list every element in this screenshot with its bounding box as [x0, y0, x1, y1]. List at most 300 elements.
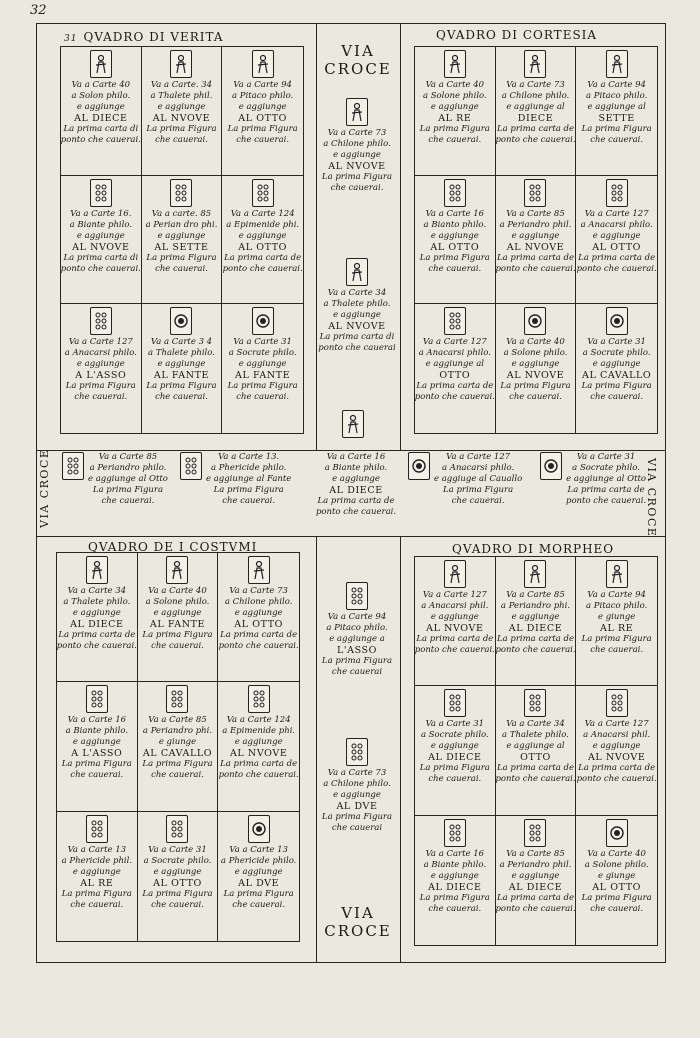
card-pips-icon	[524, 819, 546, 847]
entry-line-l6: ponto che cauerai.	[415, 392, 495, 403]
strip-entry-4	[408, 452, 522, 507]
entry-line-l4: A L'ASSO	[75, 370, 127, 382]
entry-line-l5: La prima Figura	[419, 763, 490, 774]
entry-line-l3: e aggiunge	[238, 102, 287, 112]
entry-line-l1: Va a Carte 16.	[70, 208, 132, 219]
entry-line-l6: che cauerai.	[428, 903, 482, 914]
entry-line-l6: ponto che cauerai.	[315, 507, 397, 517]
entry-line-l5: La prima carta de	[220, 630, 298, 640]
entry-line-l6: che cauerai.	[74, 392, 128, 403]
entry-line-l1: Va a Carte 85	[506, 848, 565, 859]
table-cell	[218, 812, 299, 941]
entry-line-l5: La prima Figura	[321, 812, 393, 822]
table-cell	[222, 176, 303, 305]
entry-line-l3: e aggiunge	[511, 230, 560, 241]
entry-line-l3: e giunge	[598, 612, 636, 622]
card-coin-icon	[408, 452, 430, 480]
table-cell	[496, 304, 577, 433]
entry-line-l4: OTTO	[439, 370, 471, 382]
center-column-bottom	[318, 904, 398, 940]
card-pips-icon	[444, 819, 466, 847]
card-pips-icon	[606, 689, 628, 717]
table-cell	[415, 686, 496, 815]
center-entry-top-2	[314, 258, 400, 354]
entry-line-l2: a Socrate philo.	[582, 348, 651, 359]
entry-line-l3: e aggiunge	[72, 866, 121, 877]
entry-line-l4: AL RE	[438, 113, 472, 124]
entry-line-l3: e aggiunge	[238, 230, 287, 241]
entry-line-l4: OTTO	[520, 752, 551, 764]
entry-line-l5: La prima Figura	[581, 381, 652, 392]
table-cell	[138, 812, 219, 941]
entry-line-l3: e aggiunge	[72, 737, 121, 748]
entry-line-l2: a Anacarsi philo.	[418, 348, 491, 359]
table-cell	[576, 47, 657, 176]
entry-line-l6: ponto che cauerai.	[576, 774, 657, 785]
entry-line-l4: AL NVOVE	[72, 241, 130, 253]
entry-line-l3: e aggiunge	[430, 230, 479, 241]
divider-upper-right	[400, 23, 401, 450]
entry-line-l2: a Biante philo.	[69, 219, 133, 230]
entry-line-l3: e aggiunge	[72, 608, 121, 618]
card-pips-icon	[444, 179, 466, 207]
entry-line-l3: e aggiunge	[76, 102, 125, 112]
entry-line-l4: L'ASSO	[336, 645, 378, 656]
card-pips-icon	[346, 582, 368, 610]
entry-line-l4: SETTE	[598, 113, 635, 124]
entry-line-l6: ponto che cauerai	[318, 343, 396, 353]
entry-line-l6: ponto che cauerai.	[495, 645, 576, 655]
entry-line-l3: e aggiunge	[76, 359, 125, 370]
card-coin-icon	[606, 819, 628, 847]
quadrant-title-costumi: QVADRO DE I COSTVMI	[88, 540, 258, 554]
entry-line-l5: La prima Figura	[146, 252, 217, 263]
entry-line-l3: e aggiunge	[157, 359, 206, 370]
entry-line-l3: e giunge	[598, 870, 636, 881]
entry-line-l2: a Socrate philo.	[420, 730, 489, 741]
entry-line-l1: Va a Carte 127	[68, 337, 133, 348]
table-cell	[142, 304, 223, 433]
entry-line-l2: a Chilone philo.	[323, 779, 391, 789]
entry-line-l4: AL OTTO	[238, 241, 288, 253]
card-pips-icon	[62, 452, 84, 480]
entry-line-l1: Va a Carte 127	[584, 719, 649, 730]
entry-line-l1: Va a Carte 34	[506, 719, 565, 730]
center-entry-bottom-1	[314, 582, 400, 678]
via-croce-right: VIA CROCE	[645, 458, 658, 538]
entry-line-l4: AL DVE	[336, 801, 378, 812]
entry-line-l2: a Anacarsi philo.	[64, 348, 137, 359]
entry-line-l5: La prima Figura	[419, 892, 490, 903]
table-cell	[222, 47, 303, 176]
entry-line-l3: e aggiunge al Fante	[206, 474, 292, 484]
entry-line-l5: La prima Figura	[146, 381, 217, 392]
entry-line-l5: La prima carta de	[496, 124, 574, 134]
entry-line-l2: a Chilone philo.	[501, 91, 570, 101]
entry-line-l4: AL DIECE	[508, 881, 563, 893]
entry-line-l5: La prima Figura	[443, 485, 514, 495]
entry-line-l5: La prima carta de	[220, 759, 298, 770]
entry-line-l6: ponto che cauerai.	[495, 263, 576, 274]
quadrant-grid-costumi	[56, 552, 300, 942]
entry-line-l6: ponto che cauerai.	[495, 903, 576, 914]
entry-line-l1: Va a Carte 34	[67, 586, 127, 596]
entry-line-l5: La prima carta de	[578, 252, 656, 263]
entry-line-l4: AL CAVALLO	[142, 748, 213, 760]
entry-line-l5: La prima Figura	[65, 381, 136, 392]
entry-line-l4: AL NVOVE	[152, 113, 211, 124]
quadrant-title-morpheo: QVADRO DI MORPHEO	[452, 542, 615, 556]
entry-line-l2: a Thalete phil.	[150, 91, 213, 101]
entry-line-l1: Va a Carte 127	[422, 337, 487, 348]
card-pips-icon	[444, 307, 466, 335]
entry-line-l2: a Phericide philo.	[210, 463, 287, 473]
entry-line-l1: Va a Carte 73	[506, 80, 565, 90]
entry-line-l1: Va a Carte 40	[148, 586, 207, 596]
entry-line-l6: che cauerai.	[222, 496, 276, 506]
entry-line-l3: e aggiunge	[511, 359, 560, 370]
entry-line-l1: Va a Carte 127	[584, 208, 649, 219]
entry-line-l6: che cauerai.	[590, 903, 644, 914]
entry-line-l6: che cauerai.	[155, 135, 208, 145]
entry-line-l6: che cauerai.	[509, 392, 562, 403]
entry-line-l5: La prima carta de	[416, 634, 494, 644]
entry-line-l3: e aggiunge a	[329, 634, 385, 644]
entry-line-l1: Va a Carte 13.	[218, 452, 280, 462]
table-cell	[576, 304, 657, 433]
entry-line-l5: La prima Figura	[419, 124, 490, 134]
entry-line-l6: ponto che cauerai.	[566, 496, 647, 506]
strip-entry-5	[540, 452, 646, 507]
card-pips-icon	[90, 179, 112, 207]
entry-line-l5: La prima Figura	[227, 381, 298, 392]
entry-line-l2: a Solone philo.	[503, 348, 568, 359]
entry-line-l3: e aggiunge	[234, 608, 283, 618]
entry-line-l2: a Periandro philo.	[89, 463, 167, 473]
entry-line-l3: e aggiunge	[234, 866, 283, 877]
entry-line-l3: e aggiunge	[238, 359, 287, 370]
entry-line-l6: ponto che cauerai.	[495, 135, 576, 145]
card-pips-icon	[86, 815, 108, 843]
entry-line-l6: che cauerai.	[151, 641, 204, 651]
entry-line-l4: AL NVOVE	[229, 748, 288, 760]
entry-line-l5: La prima Figura	[92, 485, 164, 495]
card-pips-icon	[170, 179, 192, 207]
entry-line-l6: ponto che cauerai.	[61, 135, 141, 145]
entry-line-l1: Va a Carte 40	[506, 337, 565, 348]
entry-line-l2: a Socrate philo.	[143, 855, 212, 866]
card-pips-icon	[248, 685, 270, 713]
entry-line-l6: che cauerai.	[232, 899, 286, 910]
entry-line-l6: che cauerai.	[590, 135, 644, 145]
entry-line-l4: AL NVOVE	[506, 241, 565, 253]
entry-line-l1: Va a Carte 40	[71, 80, 131, 90]
entry-line-l2: a Anacarsi phil.	[421, 601, 489, 611]
entry-line-l1: Va a Carte 16	[326, 452, 386, 462]
entry-line-l6: che cauerai	[331, 667, 383, 677]
card-pips-icon	[166, 685, 188, 713]
entry-line-l1: Va a Carte 85	[148, 715, 207, 726]
card-coin-icon	[170, 307, 192, 335]
entry-line-l2: a Periandro phi.	[500, 601, 571, 611]
card-figure-icon	[444, 560, 466, 588]
entry-line-l6: che cauerai.	[151, 770, 204, 781]
table-cell	[218, 682, 299, 811]
table-cell	[142, 176, 223, 305]
entry-line-l1: Va a Carte 85	[506, 208, 565, 219]
entry-line-l6: che cauerai.	[70, 899, 124, 910]
entry-line-l6: ponto che cauerai.	[415, 645, 495, 655]
entry-line-l3: e aggiunge	[430, 741, 479, 752]
table-cell	[57, 553, 138, 682]
entry-line-l3: e aggiunge	[430, 102, 479, 112]
entry-line-l5: La prima carta di	[319, 332, 395, 342]
entry-line-l1: Va a Carte 31	[148, 844, 207, 855]
entry-line-l5: La prima Figura	[213, 485, 284, 495]
entry-line-l1: Va a Carte 31	[425, 719, 485, 730]
table-cell	[415, 176, 496, 305]
entry-line-l3: e aggiunge	[592, 359, 641, 370]
entry-line-l1: Va a Carte 13	[229, 844, 288, 855]
table-cell	[57, 812, 138, 941]
entry-line-l1: Va a Carte 94	[587, 80, 646, 90]
entry-line-l2: a Anacarsi phil.	[583, 730, 651, 741]
entry-line-l5: La prima carta de	[567, 485, 645, 495]
card-figure-icon	[90, 50, 112, 78]
entry-line-l5: La prima Figura	[227, 124, 298, 134]
entry-line-l4: AL DIECE	[74, 113, 128, 124]
entry-line-l3: e aggiunge	[332, 474, 380, 484]
entry-line-l5: La prima Figura	[142, 888, 213, 899]
card-figure-icon	[170, 50, 192, 78]
entry-line-l6: che cauerai.	[590, 392, 644, 403]
entry-line-l5: La prima carta de	[578, 763, 656, 774]
card-figure-icon	[606, 50, 628, 78]
divider-lower-right	[400, 536, 401, 963]
card-figure-icon	[444, 50, 466, 78]
card-pips-icon	[524, 179, 546, 207]
entry-line-l1: Va a Carte. 34	[150, 80, 213, 90]
entry-line-l4: AL FANTE	[153, 370, 210, 382]
entry-line-l2: a Pitaco philo.	[326, 623, 388, 633]
entry-line-l4: AL DVE	[238, 877, 280, 889]
entry-line-l2: a Pitaco philo.	[586, 601, 648, 611]
table-cell	[496, 557, 577, 686]
entry-line-l2: a Thalete philo.	[323, 299, 391, 309]
entry-line-l5: La prima carta de	[58, 630, 136, 640]
entry-line-l1: Va a Carte 31	[576, 452, 636, 462]
entry-line-l1: Va a Carte 31	[587, 337, 646, 348]
table-cell	[415, 816, 496, 945]
entry-line-l2: a Phericide phil.	[61, 855, 133, 866]
entry-line-l6: ponto che cauerai.	[495, 774, 576, 785]
entry-line-l3: e aggiunge	[76, 230, 125, 241]
card-pips-icon	[166, 815, 188, 843]
entry-line-l1: Va a Carte 94	[587, 590, 646, 600]
card-pips-icon	[252, 179, 274, 207]
card-figure-icon	[524, 560, 546, 588]
card-figure-icon	[346, 258, 368, 286]
entry-line-l5: La prima Figura	[419, 252, 490, 263]
entry-line-l4: AL DIECE	[70, 619, 124, 630]
entry-line-l3: e aggiunge	[430, 612, 479, 622]
entry-line-l2: a Chilone philo.	[224, 597, 293, 607]
table-cell	[496, 686, 577, 815]
table-cell	[415, 557, 496, 686]
center-entry-top-1	[314, 98, 400, 194]
divider-top-strip	[36, 450, 666, 451]
card-figure-icon	[524, 50, 546, 78]
entry-line-l2: a Epimenide phi.	[222, 726, 296, 737]
entry-line-l2: a Solon philo.	[71, 91, 131, 101]
entry-line-l1: Va a Carte 31	[233, 337, 292, 348]
entry-line-l1: Va a Carte 3 4	[150, 337, 213, 348]
entry-line-l1: Va a Carte 94	[233, 80, 292, 90]
entry-line-l3: e aggiunge al	[587, 102, 646, 112]
table-cell	[415, 47, 496, 176]
entry-line-l3: e aggiunge al	[506, 102, 565, 112]
card-pips-icon	[90, 307, 112, 335]
entry-line-l1: Va a Carte 34	[327, 288, 387, 298]
entry-line-l4: AL NVOVE	[587, 752, 646, 764]
table-cell	[576, 686, 657, 815]
via-croce-left: VIA CROCE	[38, 448, 51, 528]
entry-line-l1: Va a Carte 124	[230, 208, 295, 219]
entry-line-l4: AL CAVALLO	[581, 370, 652, 382]
entry-line-l2: a Pitaco philo.	[586, 91, 648, 101]
entry-line-l1: Va a Carte 85	[506, 590, 565, 600]
entry-line-l5: La prima Figura	[581, 892, 652, 903]
center-column-top	[318, 42, 398, 78]
card-coin-icon	[606, 307, 628, 335]
card-coin-icon	[524, 307, 546, 335]
strip-entry-3	[306, 452, 406, 518]
entry-line-l2: a Thalete philo.	[63, 597, 131, 607]
quadrant-title-verita: 31 QVADRO DI VERITA	[64, 30, 224, 44]
entry-line-l4: AL OTTO	[234, 619, 284, 630]
entry-line-l3: e aggiunge	[153, 608, 202, 618]
entry-line-l3: e aggiunge	[511, 612, 560, 622]
entry-line-l2: a Anacarsi philo.	[442, 463, 515, 473]
page-number: 32	[30, 3, 47, 18]
entry-line-l1: Va a Carte 16	[425, 848, 485, 859]
entry-line-l2: a Thalete philo.	[502, 730, 569, 741]
entry-line-l2: a Chilone philo.	[323, 139, 391, 149]
entry-line-l2: a Solone philo.	[145, 597, 210, 607]
entry-line-l1: Va a carte. 85	[151, 208, 212, 219]
entry-line-l3: e aggiunge	[333, 310, 381, 320]
entry-line-l3: e aggiunge	[511, 870, 560, 881]
entry-line-l1: Va a Carte 124	[226, 715, 291, 726]
entry-line-l2: a Socrate philo.	[228, 348, 297, 359]
entry-line-l4: AL FANTE	[149, 619, 206, 630]
strip-entry-2	[180, 452, 291, 507]
entry-line-l1: Va a Carte 13	[67, 844, 127, 855]
entry-line-l5: La prima Figura	[581, 124, 652, 134]
entry-line-l3: e aggiunge	[333, 790, 381, 800]
entry-line-l6: che cauerai.	[428, 774, 482, 785]
card-coin-icon	[252, 307, 274, 335]
entry-line-l4: AL NVOVE	[506, 370, 565, 382]
entry-line-l3: e aggiunge	[153, 866, 202, 877]
entry-line-l3: e aggiunge	[592, 230, 641, 241]
entry-line-l2: a Periandro phi.	[142, 726, 213, 737]
table-cell	[496, 176, 577, 305]
entry-line-l3: e aggiunge al	[506, 741, 565, 752]
entry-line-l6: ponto che cauerai.	[61, 263, 141, 274]
entry-line-l5: La prima carta di	[63, 252, 139, 263]
entry-line-l5: La prima carta de	[317, 496, 395, 506]
entry-line-l3: e aggiuge al Cauallo	[434, 474, 523, 484]
entry-line-l5: La prima carta de	[496, 634, 574, 644]
entry-line-l3: e aggiunge al	[425, 359, 484, 370]
card-figure-icon	[248, 556, 270, 584]
entry-line-l4: A L'ASSO	[71, 748, 123, 760]
entry-line-l4: AL DIECE	[508, 623, 563, 634]
entry-line-l6: ponto che cauerai.	[222, 263, 303, 274]
entry-line-l1: Va a Carte 73	[327, 768, 387, 778]
entry-line-l2: a Biante philo.	[423, 859, 487, 870]
card-pips-icon	[86, 685, 108, 713]
entry-line-l4: AL DIECE	[428, 881, 482, 893]
entry-line-l1: Va a Carte 73	[327, 128, 387, 138]
entry-line-l3: e giunge	[158, 737, 197, 748]
entry-line-l2: a Thalete philo.	[148, 348, 215, 359]
card-figure-icon	[346, 98, 368, 126]
entry-line-l1: Va a Carte 85	[98, 452, 158, 462]
entry-line-l4: AL OTTO	[238, 113, 288, 124]
divider-bottom-strip	[36, 536, 666, 537]
card-pips-icon	[180, 452, 202, 480]
entry-line-l5: La prima carta de	[416, 381, 494, 392]
entry-line-l6: che cauerai.	[101, 496, 155, 506]
card-figure-icon	[86, 556, 108, 584]
table-cell	[222, 304, 303, 433]
entry-line-l5: La prima carta de	[496, 252, 574, 263]
card-figure-icon	[166, 556, 188, 584]
entry-line-l5: La prima Figura	[146, 124, 217, 134]
table-cell	[138, 682, 219, 811]
table-cell	[142, 47, 223, 176]
entry-line-l2: a Socrate philo.	[572, 463, 640, 473]
entry-line-l2: a Solone philo.	[584, 859, 649, 870]
entry-line-l6: che cauerai.	[236, 392, 290, 403]
card-figure-icon	[342, 410, 364, 438]
entry-line-l2: a Biante philo.	[324, 463, 388, 473]
entry-line-l5: La prima Figura	[581, 634, 652, 644]
table-cell	[61, 304, 142, 433]
entry-line-l1: Va a Carte 40	[425, 80, 485, 90]
entry-line-l4: AL DIECE	[329, 485, 383, 496]
entry-line-l6: che cauerai.	[428, 263, 482, 274]
entry-line-l1: Va a Carte 94	[327, 612, 387, 622]
entry-line-l5: La prima carta de	[224, 252, 302, 263]
entry-line-l6: che cauerai	[331, 823, 383, 833]
entry-line-l5: La prima Figura	[142, 630, 213, 640]
entry-line-l2: a Bianto philo.	[423, 219, 487, 230]
entry-line-l5: La prima carta di	[63, 124, 139, 134]
entry-line-l2: a Epimenide phi.	[226, 219, 300, 230]
entry-line-l5: La prima carta de	[496, 763, 574, 774]
entry-line-l4: AL RE	[80, 877, 114, 889]
entry-line-l4: AL OTTO	[153, 877, 202, 889]
divider-upper-left	[316, 23, 317, 450]
entry-line-l5: La prima carta de	[496, 892, 574, 903]
entry-line-l6: che cauerai.	[330, 183, 384, 193]
entry-line-l3: e aggiunge	[157, 230, 206, 241]
via-label-bottom: VIA CROCE	[324, 904, 392, 940]
entry-line-l5: La prima Figura	[61, 759, 132, 770]
